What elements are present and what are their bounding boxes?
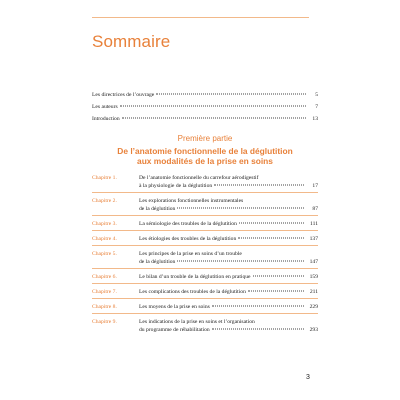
part-subtitle-line: aux modalités de la prise en soins <box>137 156 273 166</box>
chapter-row[interactable] <box>92 288 318 296</box>
intro-row[interactable] <box>92 92 318 104</box>
leader-dots <box>122 118 306 119</box>
chapter-page: 229 <box>309 304 318 310</box>
chapter-page: 147 <box>309 259 318 265</box>
intro-label: Les auteurs <box>92 104 118 110</box>
chapter-label: Chapitre 4. <box>92 236 117 242</box>
intro-label: Les directrices de l’ouvrage <box>92 92 155 98</box>
chapter-title: à la physiologie de la déglutition <box>139 183 213 189</box>
chapter-title: de la déglutition <box>139 206 176 212</box>
leader-dots <box>156 94 306 95</box>
leader-dots <box>214 185 304 186</box>
chapter-divider <box>92 245 318 246</box>
chapter-title: Les indications de la prise en soins et l’organisation <box>139 319 255 325</box>
chapter-divider <box>92 283 318 284</box>
chapter-row[interactable] <box>92 235 318 243</box>
part-title: Première partie <box>177 134 233 143</box>
top-rule <box>92 17 309 18</box>
chapter-label: Chapitre 8. <box>92 304 117 310</box>
chapter-title: Les principes de la prise en soins d’un trouble <box>139 251 242 257</box>
chapter-row[interactable] <box>92 273 318 281</box>
chapter-title: Les étiologies des troubles de la déglutition <box>139 236 237 242</box>
chapter-list <box>92 174 318 334</box>
page-title: Sommaire <box>92 32 171 51</box>
chapter-divider <box>92 268 318 269</box>
chapter-divider <box>92 298 318 299</box>
leader-dots <box>212 329 304 330</box>
leader-dots <box>212 306 304 307</box>
chapter-label: Chapitre 9. <box>92 319 117 325</box>
chapter-label: Chapitre 5. <box>92 251 117 257</box>
intro-row[interactable] <box>92 104 318 116</box>
chapter-page: 137 <box>309 236 318 242</box>
chapter-divider <box>92 313 318 314</box>
leader-dots <box>238 238 304 239</box>
chapter-title: Les explorations fonctionnelles instrumentales <box>139 198 244 204</box>
chapter-row[interactable] <box>92 197 318 213</box>
chapter-divider <box>92 230 318 231</box>
chapter-row[interactable] <box>92 318 318 334</box>
intro-label: Introduction <box>92 116 120 122</box>
chapter-page: 17 <box>312 183 318 189</box>
leader-dots <box>248 291 304 292</box>
intro-page: 5 <box>315 92 318 98</box>
chapter-label: Chapitre 2. <box>92 198 117 204</box>
chapter-title: De l’anatomie fonctionnelle du carrefour aérodigestif <box>139 175 259 181</box>
chapter-label: Chapitre 3. <box>92 221 117 227</box>
chapter-title: Le bilan d’un trouble de la déglutition en pratique <box>139 274 251 280</box>
intro-list <box>92 92 318 128</box>
leader-dots <box>253 276 304 277</box>
chapter-label: Chapitre 1. <box>92 175 117 181</box>
chapter-row[interactable] <box>92 250 318 266</box>
chapter-title: du programme de réhabilitation <box>139 327 210 333</box>
chapter-divider <box>92 192 318 193</box>
chapter-page: 211 <box>309 289 318 295</box>
chapter-title: Les complications des troubles de la déglutition <box>139 289 246 295</box>
intro-page: 7 <box>315 104 318 110</box>
leader-dots <box>177 208 304 209</box>
chapter-page: 159 <box>309 274 318 280</box>
chapter-row[interactable] <box>92 220 318 228</box>
chapter-row[interactable] <box>92 174 318 190</box>
chapter-row[interactable] <box>92 303 318 311</box>
leader-dots <box>239 223 304 224</box>
leader-dots <box>120 106 306 107</box>
chapter-label: Chapitre 7. <box>92 289 117 295</box>
chapter-page: 111 <box>310 221 318 227</box>
chapter-label: Chapitre 6. <box>92 274 117 280</box>
chapter-page: 293 <box>309 327 318 333</box>
page-number: 3 <box>306 374 310 381</box>
intro-page: 13 <box>312 116 318 122</box>
intro-row[interactable] <box>92 116 318 128</box>
leader-dots <box>177 261 304 262</box>
chapter-title: de la déglutition <box>139 259 176 265</box>
chapter-title: Les moyens de la prise en soins <box>139 304 210 310</box>
chapter-divider <box>92 215 318 216</box>
part-subtitle-line: De l’anatomie fonctionnelle de la déglutition <box>117 146 293 156</box>
part-subtitle <box>92 146 318 166</box>
chapter-title: La sémiologie des troubles de la déglutition <box>139 221 237 227</box>
chapter-page: 87 <box>312 206 318 212</box>
